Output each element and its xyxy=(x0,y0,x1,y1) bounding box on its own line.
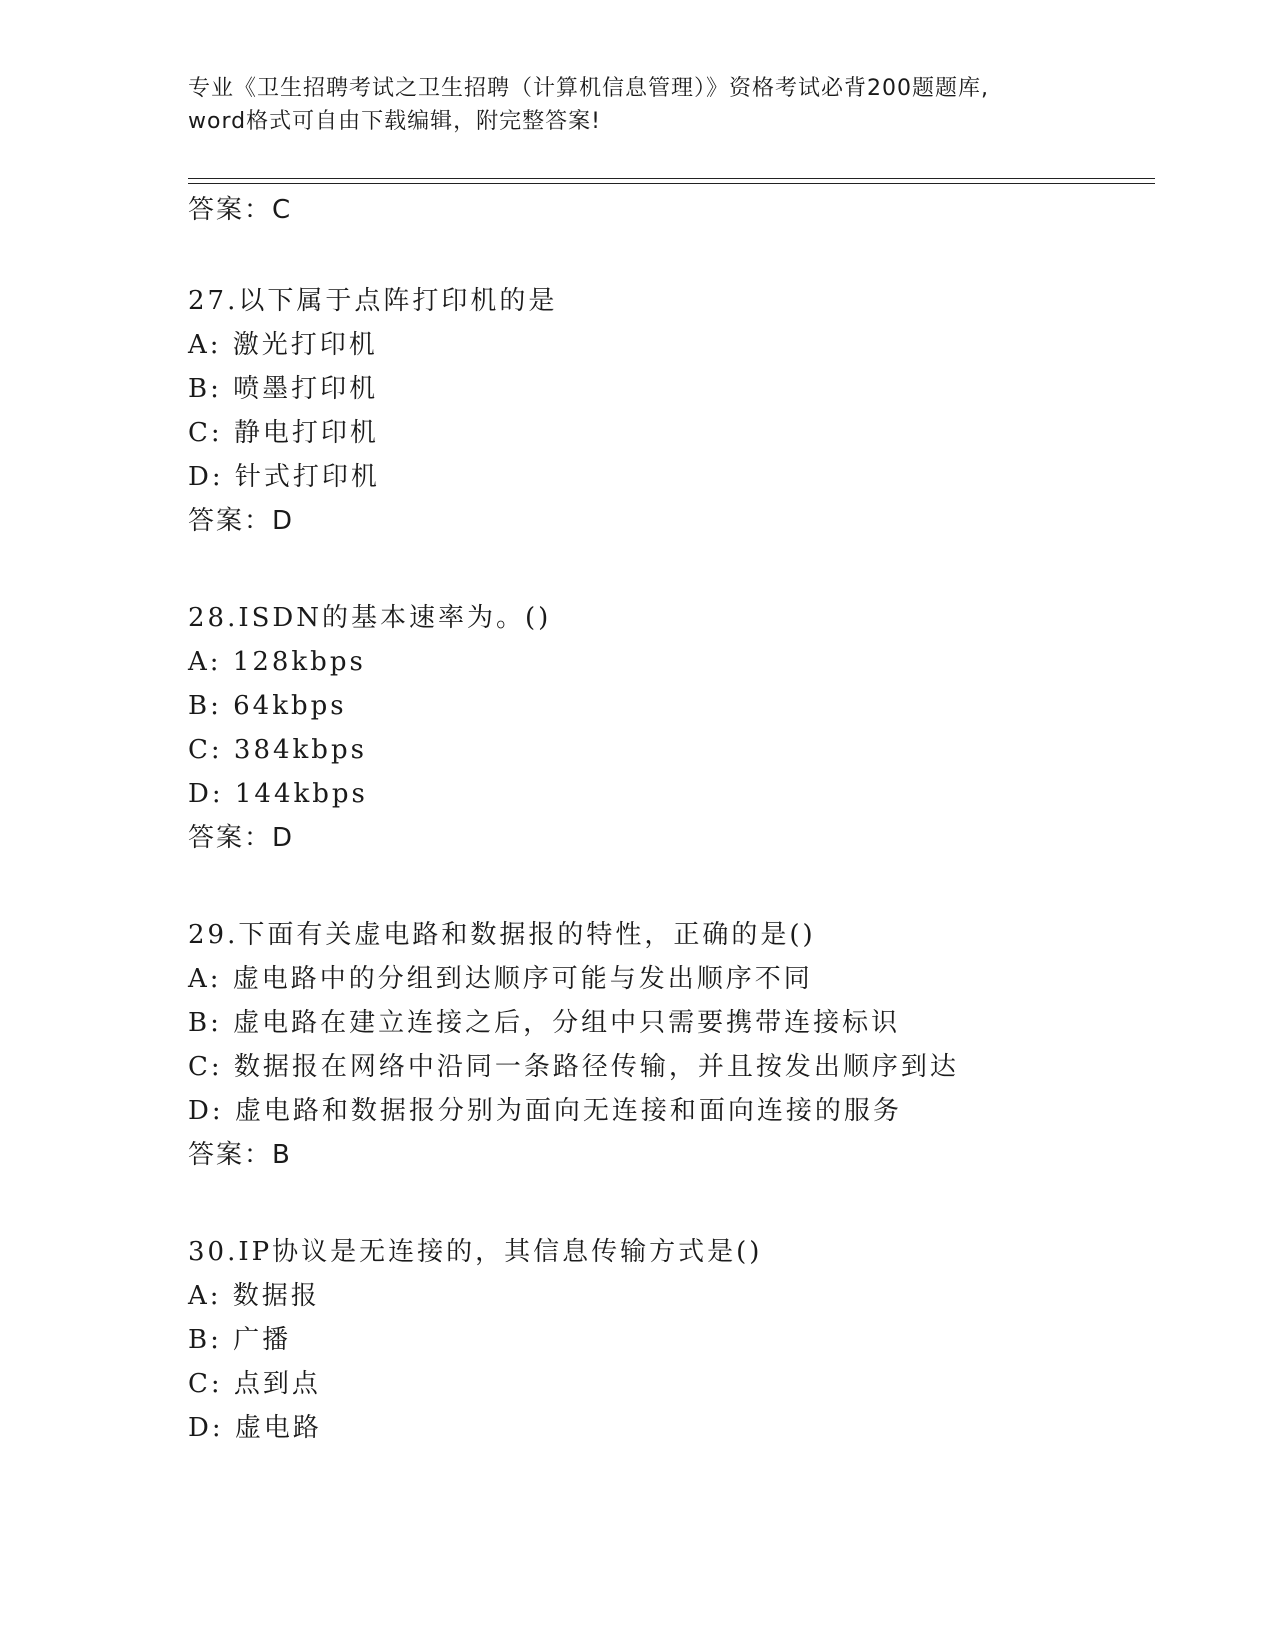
option-d: D: 针式打印机 xyxy=(188,462,380,492)
option-b: B: 虚电路在建立连接之后，分组中只需要携带连接标识 xyxy=(188,1008,901,1038)
option-c: C: 点到点 xyxy=(188,1369,321,1399)
option-d: D: 虚电路和数据报分别为面向无连接和面向连接的服务 xyxy=(188,1096,902,1126)
option-a: A: 128kbps xyxy=(188,647,366,677)
option-c: C: 384kbps xyxy=(188,735,367,765)
option-a: A: 数据报 xyxy=(188,1281,320,1311)
header-divider-bottom xyxy=(188,183,1155,184)
option-d: D: 虚电路 xyxy=(188,1413,322,1443)
option-a: A: 激光打印机 xyxy=(188,330,378,360)
answer: 答案：D xyxy=(188,823,295,853)
question-stem: 29.下面有关虚电路和数据报的特性，正确的是() xyxy=(188,920,816,950)
header-line-1: 专业《卫生招聘考试之卫生招聘（计算机信息管理）》资格考试必背200题题库, xyxy=(188,76,989,101)
header-divider-top xyxy=(188,178,1155,179)
option-c: C: 数据报在网络中沿同一条路径传输，并且按发出顺序到达 xyxy=(188,1052,959,1082)
option-a: A: 虚电路中的分组到达顺序可能与发出顺序不同 xyxy=(188,964,813,994)
document-header xyxy=(188,72,1088,138)
answer: 答案：D xyxy=(188,506,295,536)
option-d: D: 144kbps xyxy=(188,779,368,809)
option-b: B: 喷墨打印机 xyxy=(188,374,379,404)
question-stem: 30.IP协议是无连接的，其信息传输方式是() xyxy=(188,1237,763,1267)
header-line-2: word格式可自由下载编辑，附完整答案! xyxy=(188,109,601,134)
question-stem: 28.ISDN的基本速率为。() xyxy=(188,603,552,633)
answer: 答案：B xyxy=(188,1140,292,1170)
option-b: B: 广播 xyxy=(188,1325,292,1355)
previous-answer: 答案：C xyxy=(188,195,293,225)
option-c: C: 静电打印机 xyxy=(188,418,379,448)
question-stem: 27.以下属于点阵打印机的是 xyxy=(188,286,558,316)
option-b: B: 64kbps xyxy=(188,691,347,721)
